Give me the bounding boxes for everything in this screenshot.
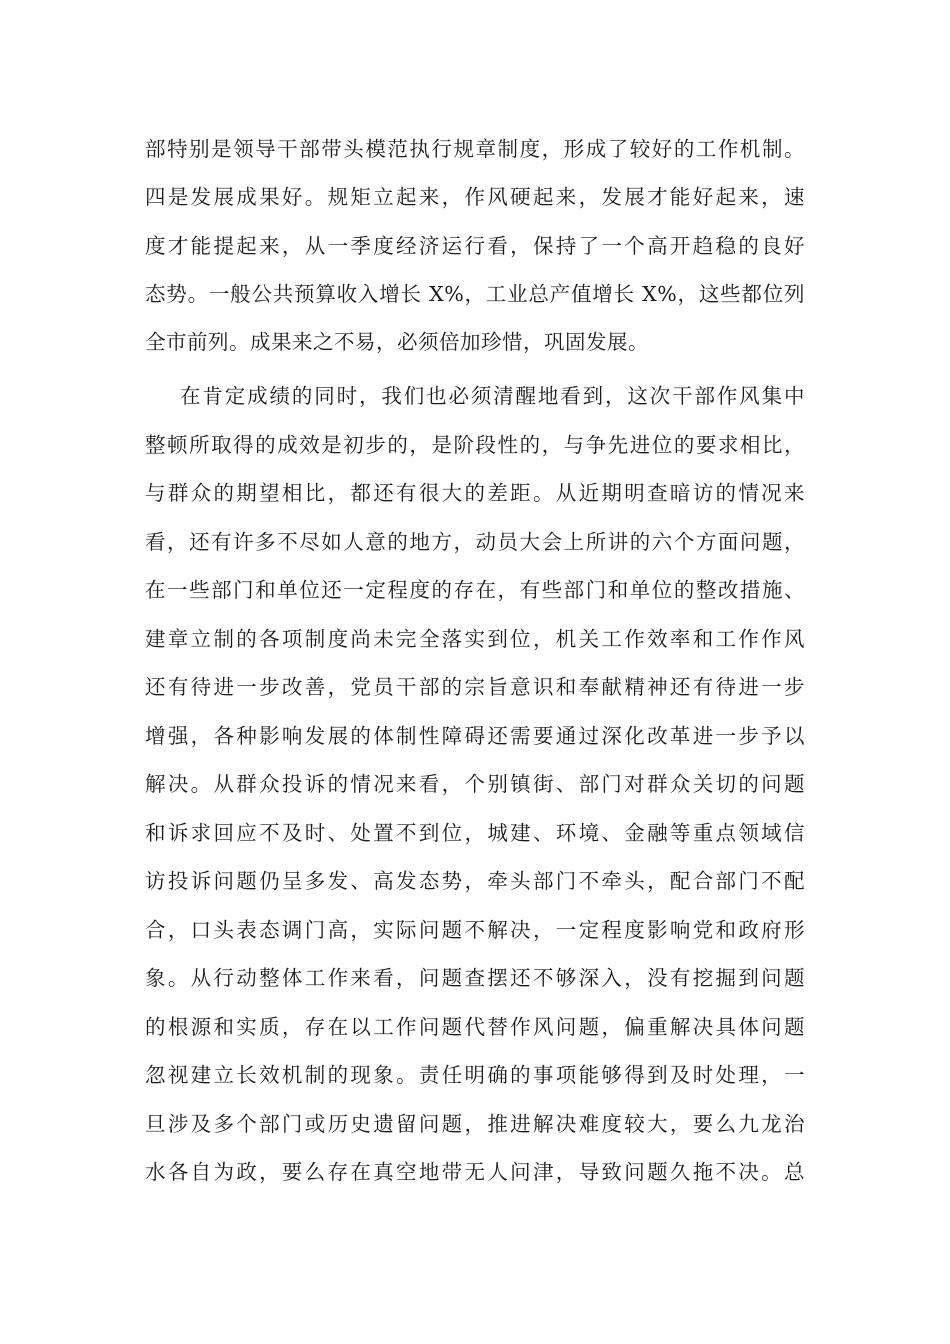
text-line bbox=[145, 1204, 805, 1238]
text-line: 态势。一般公共预算收入增长 X%，工业总产值增长 X%，这些都位列 bbox=[145, 282, 805, 306]
text-line: 水各自为政，要么存在真空地带无人问津，导致问题久拖不决。总 bbox=[145, 1160, 805, 1184]
text-line: 部特别是领导干部带头模范执行规章制度，形成了较好的工作机制。 bbox=[145, 137, 805, 161]
text-line: 整顿所取得的成效是初步的，是阶段性的，与争先进位的要求相比， bbox=[145, 433, 805, 457]
text-line: 忽视建立长效机制的现象。责任明确的事项能够得到及时处理，一 bbox=[145, 1063, 805, 1087]
text-line: 看，还有许多不尽如人意的地方，动员大会上所讲的六个方面问题， bbox=[145, 530, 805, 554]
text-line: 度才能提起来，从一季度经济运行看，保持了一个高开趋稳的良好 bbox=[145, 234, 805, 258]
text-line: 合，口头表态调门高，实际问题不解决，一定程度影响党和政府形 bbox=[145, 918, 805, 942]
text-line: 解决。从群众投诉的情况来看，个别镇街、部门对群众关切的问题 bbox=[145, 772, 805, 796]
text-line: 在一些部门和单位还一定程度的存在，有些部门和单位的整改措施、 bbox=[145, 578, 805, 602]
text-line: 访投诉问题仍呈多发、高发态势，牵头部门不牵头，配合部门不配 bbox=[145, 869, 805, 893]
text-line: 四是发展成果好。规矩立起来，作风硬起来，发展才能好起来，速 bbox=[145, 185, 805, 209]
text-line: 与群众的期望相比，都还有很大的差距。从近期明查暗访的情况来 bbox=[145, 481, 805, 505]
text-line: 还有待进一步改善，党员干部的宗旨意识和奉献精神还有待进一步 bbox=[145, 675, 805, 699]
text-line: 建章立制的各项制度尚未完全落实到位，机关工作效率和工作作风 bbox=[145, 627, 805, 651]
paragraph-first-line: 在肯定成绩的同时，我们也必须清醒地看到，这次干部作风集中 bbox=[180, 384, 805, 408]
text-line: 和诉求回应不及时、处置不到位，城建、环境、金融等重点领域信 bbox=[145, 821, 805, 845]
text-line: 的根源和实质，存在以工作问题代替作风问题，偏重解决具体问题 bbox=[145, 1015, 805, 1039]
text-line: 旦涉及多个部门或历史遗留问题，推进解决难度较大，要么九龙治 bbox=[145, 1112, 805, 1136]
text-line: 全市前列。成果来之不易，必须倍加珍惜，巩固发展。 bbox=[145, 330, 649, 354]
text-line: 象。从行动整体工作来看，问题查摆还不够深入，没有挖掘到问题 bbox=[145, 966, 805, 990]
text-line: 增强，各种影响发展的体制性障碍还需要通过深化改革进一步予以 bbox=[145, 724, 805, 748]
